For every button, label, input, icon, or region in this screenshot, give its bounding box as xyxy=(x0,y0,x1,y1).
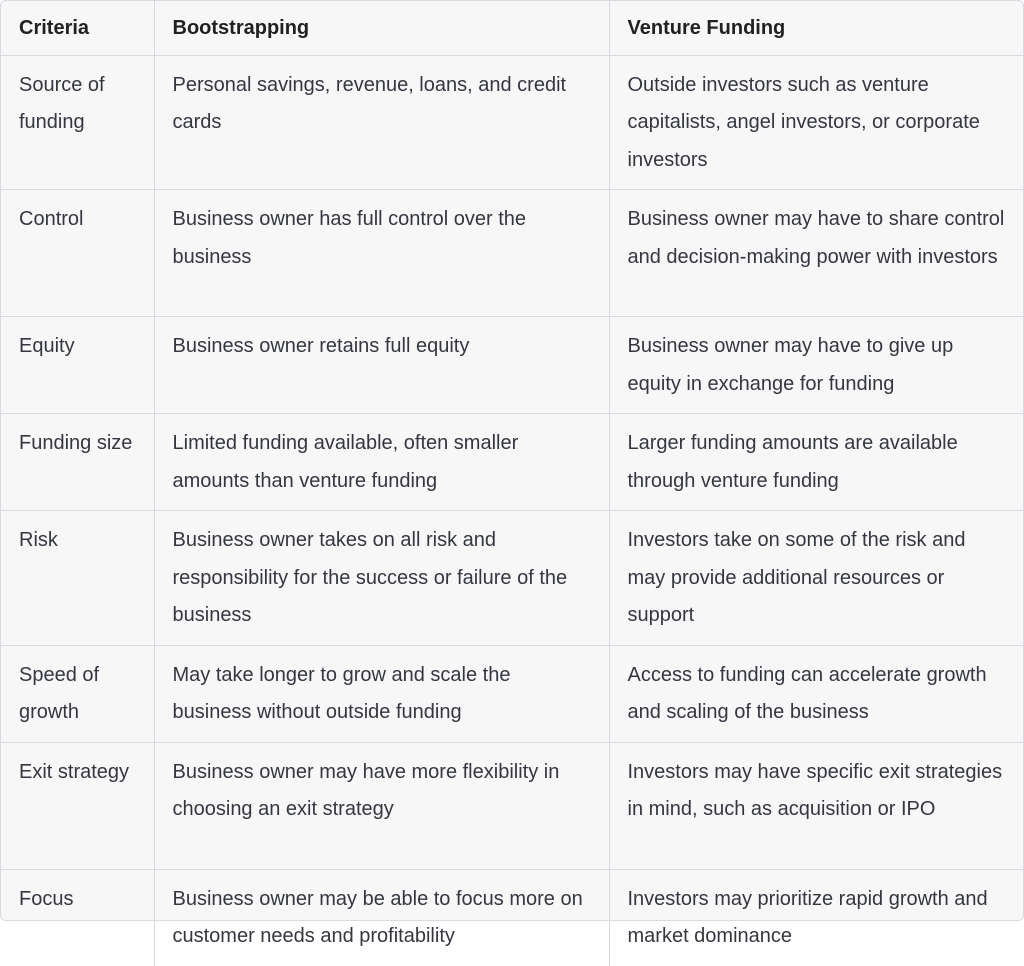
bootstrapping-cell: May take longer to grow and scale the business without outside funding xyxy=(154,645,609,742)
bootstrapping-cell: Personal savings, revenue, loans, and credit cards xyxy=(154,55,609,190)
venture-funding-cell: Business owner may have to give up equity in exchange for funding xyxy=(609,317,1023,414)
header-bootstrapping: Bootstrapping xyxy=(154,1,609,55)
table-row xyxy=(1,55,1023,190)
table-row xyxy=(1,742,1023,869)
table-row xyxy=(1,414,1023,511)
venture-funding-cell: Access to funding can accelerate growth and scaling of the business xyxy=(609,645,1023,742)
table-row xyxy=(1,645,1023,742)
criteria-cell: Risk xyxy=(1,511,154,646)
criteria-cell: Control xyxy=(1,190,154,317)
venture-funding-cell: Larger funding amounts are available through venture funding xyxy=(609,414,1023,511)
venture-funding-cell: Investors take on some of the risk and may provide additional resources or support xyxy=(609,511,1023,646)
table-row xyxy=(1,317,1023,414)
venture-funding-cell: Outside investors such as venture capitalists, angel investors, or corporate investors xyxy=(609,55,1023,190)
comparison-table xyxy=(1,1,1023,966)
venture-funding-cell: Business owner may have to share control and decision-making power with investors xyxy=(609,190,1023,317)
header-criteria: Criteria xyxy=(1,1,154,55)
bootstrapping-cell: Business owner retains full equity xyxy=(154,317,609,414)
criteria-cell: Focus xyxy=(1,869,154,966)
table-header-row xyxy=(1,1,1023,55)
bootstrapping-cell: Business owner has full control over the business xyxy=(154,190,609,317)
header-venture-funding: Venture Funding xyxy=(609,1,1023,55)
bootstrapping-cell: Business owner may be able to focus more on customer needs and profitability xyxy=(154,869,609,966)
venture-funding-cell: Investors may have specific exit strategies in mind, such as acquisition or IPO xyxy=(609,742,1023,869)
bootstrapping-cell: Business owner takes on all risk and responsibility for the success or failure of the business xyxy=(154,511,609,646)
criteria-cell: Equity xyxy=(1,317,154,414)
table-row xyxy=(1,869,1023,966)
venture-funding-cell: Investors may prioritize rapid growth and market dominance xyxy=(627,887,988,947)
bootstrapping-cell: Limited funding available, often smaller amounts than venture funding xyxy=(154,414,609,511)
table-row xyxy=(1,511,1023,646)
criteria-cell: Exit strategy xyxy=(1,742,154,869)
criteria-cell: Speed of growth xyxy=(1,645,154,742)
table-row xyxy=(1,190,1023,317)
criteria-cell: Source of funding xyxy=(1,55,154,190)
criteria-cell: Funding size xyxy=(1,414,154,511)
bootstrapping-cell: Business owner may have more flexibility in choosing an exit strategy xyxy=(154,742,609,869)
